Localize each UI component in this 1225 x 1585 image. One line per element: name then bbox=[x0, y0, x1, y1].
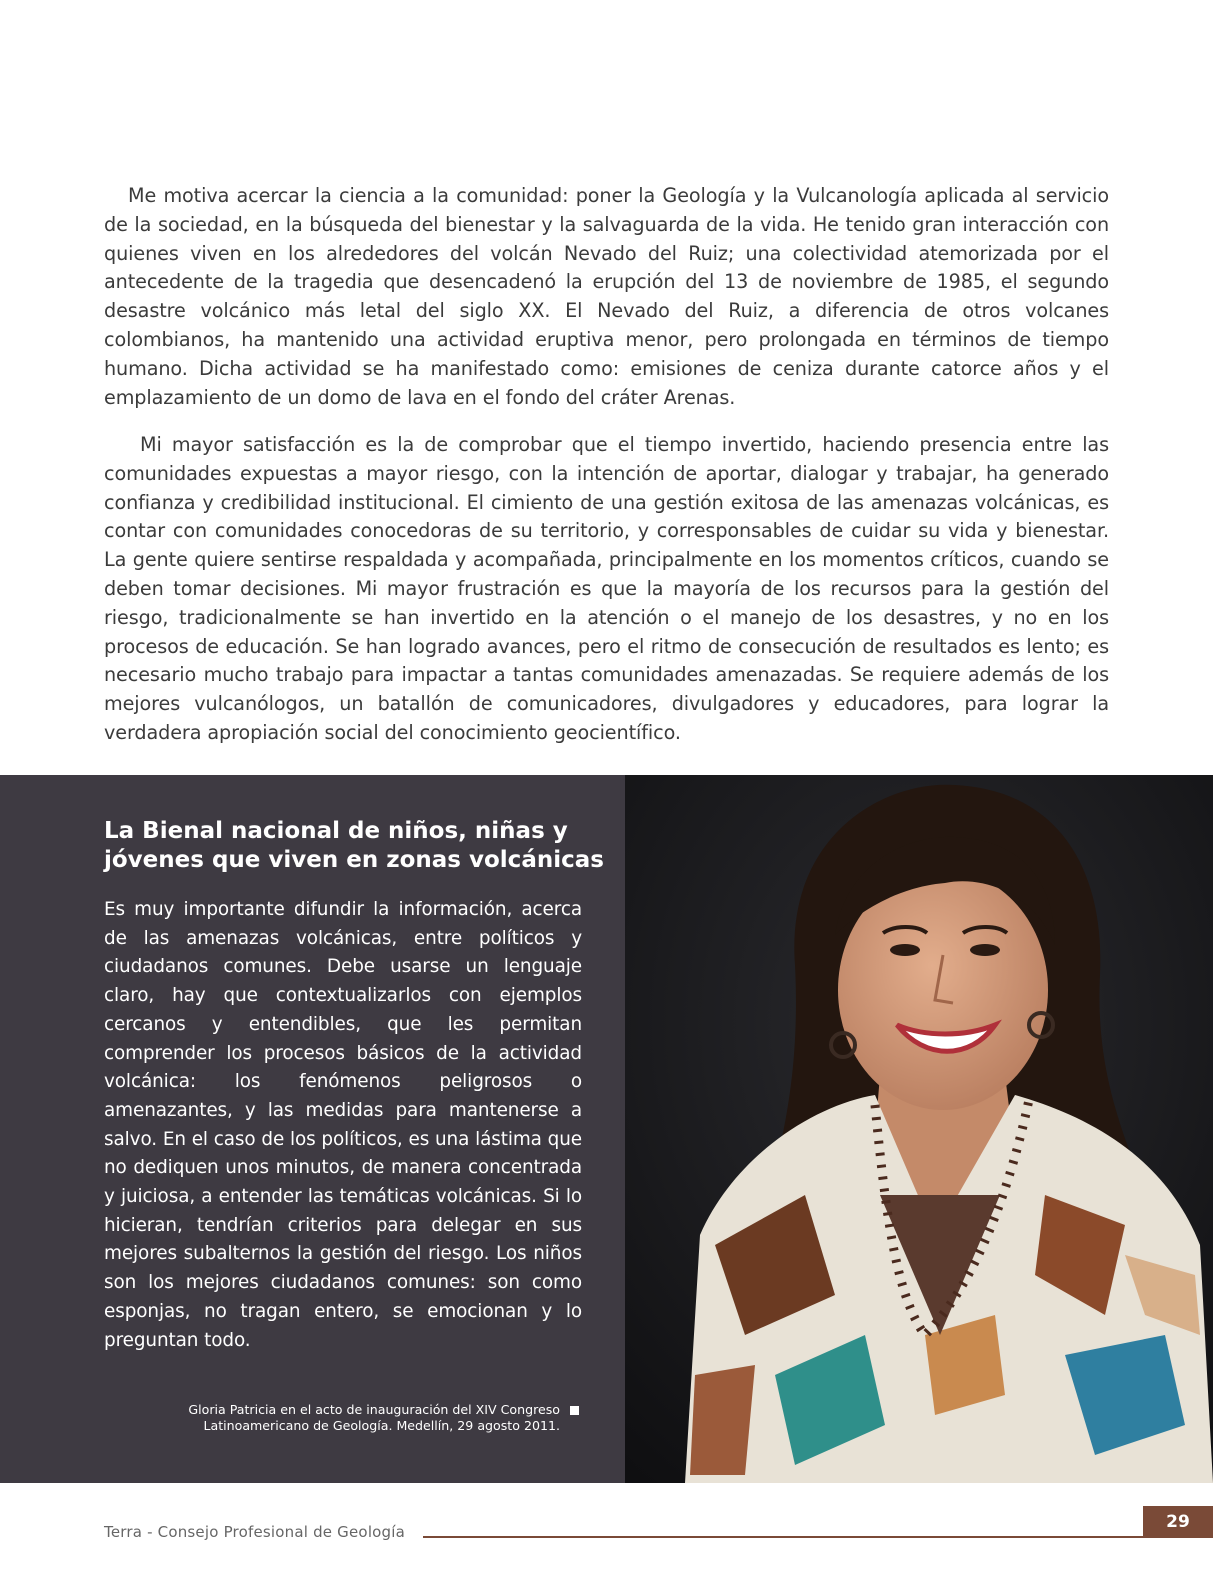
feature-band bbox=[0, 775, 1213, 1483]
sidebar-panel bbox=[0, 775, 625, 1483]
sidebar-text: Es muy importante difundir la información, acerca de las amenazas volcánicas, entre políticos y ciudadanos comunes. Debe usarse un lenguaje claro, hay que contextualizarlos con ejemplos cercanos y entendibles, que les permitan comprender los procesos básicos de la actividad volcánica: los fenómenos peligrosos o amenazantes, y las medidas para mantenerse a salvo. En el caso de los políticos, es una lástima que no dediquen unos minutos, de manera concentrada y juiciosa, a entender las temáticas volcánicas. Si lo hicieran, tendrían criterios para delegar en sus mejores subalternos la gestión del riesgo. Los niños son los mejores ciudadanos comunes: son como esponjas, no tragan entero, se emocionan y lo preguntan todo. bbox=[104, 899, 582, 1351]
article-paragraph-1: Me motiva acercar la ciencia a la comunidad: poner la Geología y la Vulcanología aplicada al servicio de la sociedad, en la búsqueda del bienestar y la salvaguarda de la vida. He tenido gran interacción con quienes viven en los alrededores del volcán Nevado del Ruiz; una colectividad atemorizada por el antecedente de la tragedia que desencadenó la erupción del 13 de noviembre de 1985, el segundo desastre volcánico más letal del siglo XX. El Nevado del Ruiz, a diferencia de otros volcanes colombianos, ha mantenido una actividad eruptiva menor, pero prolongada en términos de tiempo humano. Dicha actividad se ha manifestado como: emisiones de ceniza durante catorce años y el emplazamiento de un domo de lava en el fondo del cráter Arenas. bbox=[104, 184, 1109, 409]
caption-marker bbox=[570, 1406, 579, 1415]
article-paragraph-2: Mi mayor satisfacción es la de comprobar que el tiempo invertido, haciendo presencia entre las comunidades expuestas a mayor riesgo, con la intención de aportar, dialogar y trabajar, ha generado confianza y credibilidad institucional. El cimiento de una gestión exitosa de las amenazas volcánicas, es contar con comunidades conocedoras de su territorio, y corresponsables de cuidar su vida y bienestar. La gente quiere sentirse respaldada y acompañada, principalmente en los momentos críticos, cuando se deben tomar decisiones. Mi mayor frustración es que la mayoría de los recursos para la gestión del riesgo, tradicionalmente se han invertido en la atención o el manejo de los desastres, y no en los procesos de educación. Se han logrado avances, pero el ritmo de consecución de resultados es lento; es necesario mucho trabajo para impactar a tantas comunidades amenazadas. Se requiere además de los mejores vulcanólogos, un batallón de comunicadores, divulgadores y educadores, para lograr la verdadera apropiación social del conocimiento geocientífico. bbox=[104, 433, 1109, 744]
portrait-illustration bbox=[625, 775, 1213, 1483]
sidebar-heading: La Bienal nacional de niños, niñas y jóvenes que viven en zonas volcánicas bbox=[104, 818, 604, 873]
page-number-badge: 29 bbox=[1143, 1506, 1213, 1538]
footer-rule bbox=[423, 1536, 1143, 1538]
footer-publication: Terra - Consejo Profesional de Geología bbox=[104, 1523, 406, 1541]
photo-caption: Gloria Patricia en el acto de inauguración del XIV Congreso Latinoamericano de Geología. Medellín, 29 agosto 2011. bbox=[188, 1402, 560, 1433]
portrait-photo bbox=[625, 775, 1213, 1483]
